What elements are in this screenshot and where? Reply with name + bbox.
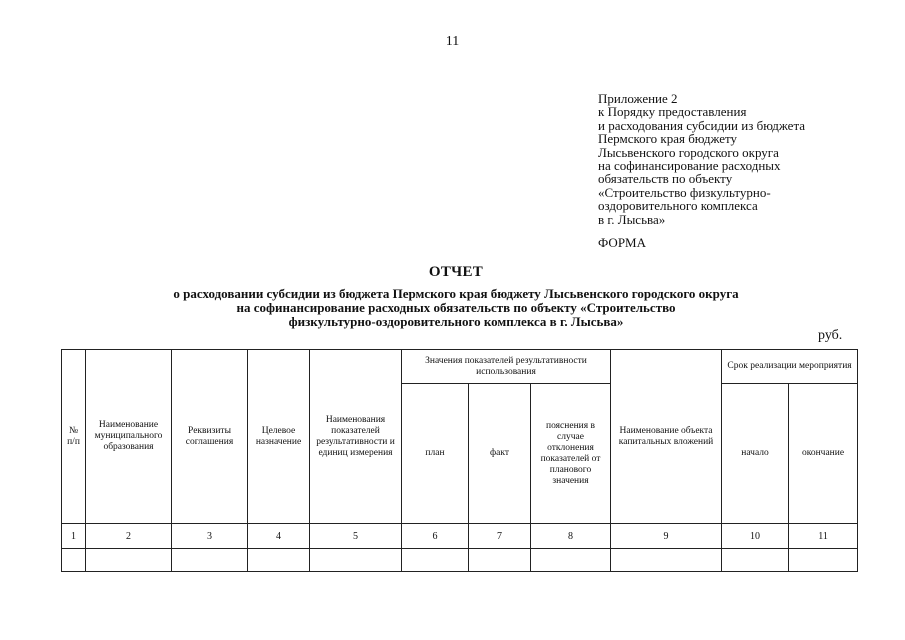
header-indicator-values-group: Значения показателей результативности использования — [402, 350, 611, 384]
table-cell — [402, 549, 469, 572]
report-subtitle-line: о расходовании субсидии из бюджета Пермского края бюджету Лысьвенского городского округа — [173, 286, 739, 301]
table-cell — [310, 549, 402, 572]
table-cell — [469, 549, 531, 572]
annex-line: Приложение 2 — [598, 91, 678, 106]
page-number: 11 — [445, 34, 460, 49]
column-number: 8 — [531, 524, 611, 549]
annex-line: к Порядку предоставления — [598, 104, 747, 120]
header-term-group: Срок реализации мероприятия — [722, 350, 858, 384]
column-number: 9 — [611, 524, 722, 549]
header-end: окончание — [789, 384, 858, 524]
annex-line: и расходования субсидии из бюджета — [598, 117, 806, 133]
column-number: 11 — [789, 524, 858, 549]
table-cell — [722, 549, 789, 572]
report-table — [61, 349, 858, 572]
column-number: 7 — [469, 524, 531, 549]
currency-unit: руб. — [818, 328, 843, 343]
table-cell — [86, 549, 172, 572]
report-subtitle-line: физкультурно-оздоровительного комплекса в г. Лысьва» — [288, 314, 624, 329]
column-number: 3 — [172, 524, 248, 549]
table-cell — [172, 549, 248, 572]
column-number: 10 — [722, 524, 789, 549]
header-start: начало — [722, 384, 789, 524]
table-cell — [62, 549, 86, 572]
header-purpose: Целевое назначение — [248, 350, 310, 524]
annex-line: в г. Лысьва» — [598, 211, 666, 227]
header-capital-object: Наименование объекта капитальных вложений — [611, 350, 722, 524]
header-indicators-names: Наименования показателей результативности и единиц измерения — [310, 350, 402, 524]
column-number: 4 — [248, 524, 310, 549]
report-title: ОТЧЕТ — [428, 264, 484, 280]
table-cell — [248, 549, 310, 572]
table-cell — [531, 549, 611, 572]
annex-line: «Строительство физкультурно- — [598, 184, 771, 200]
column-number: 1 — [62, 524, 86, 549]
column-number: 2 — [86, 524, 172, 549]
table-cell — [611, 549, 722, 572]
header-agreement: Реквизиты соглашения — [172, 350, 248, 524]
table-cell — [789, 549, 858, 572]
header-number: № п/п — [62, 350, 86, 524]
annex-block — [598, 92, 805, 226]
annex-line: на софинансирование расходных — [598, 158, 781, 174]
column-number: 5 — [310, 524, 402, 549]
report-subtitle-line: на софинансирование расходных обязательств по объекту «Строительство — [236, 300, 676, 315]
table-row — [62, 549, 858, 572]
annex-line: Лысьвенского городского округа — [598, 144, 779, 160]
report-subtitle — [0, 287, 905, 329]
column-number: 6 — [402, 524, 469, 549]
table-header-row — [62, 350, 858, 384]
header-fact: факт — [469, 384, 531, 524]
annex-line: оздоровительного комплекса — [598, 198, 758, 214]
annex-line: обязательств по объекту — [598, 171, 733, 187]
form-label: ФОРМА — [598, 235, 646, 250]
header-municipality: Наименование муниципального образования — [86, 350, 172, 524]
annex-line: Пермского края бюджету — [598, 131, 738, 147]
column-number-row — [62, 524, 858, 549]
header-explanation: пояснения в случае отклонения показателей от планового значения — [531, 384, 611, 524]
header-plan: план — [402, 384, 469, 524]
